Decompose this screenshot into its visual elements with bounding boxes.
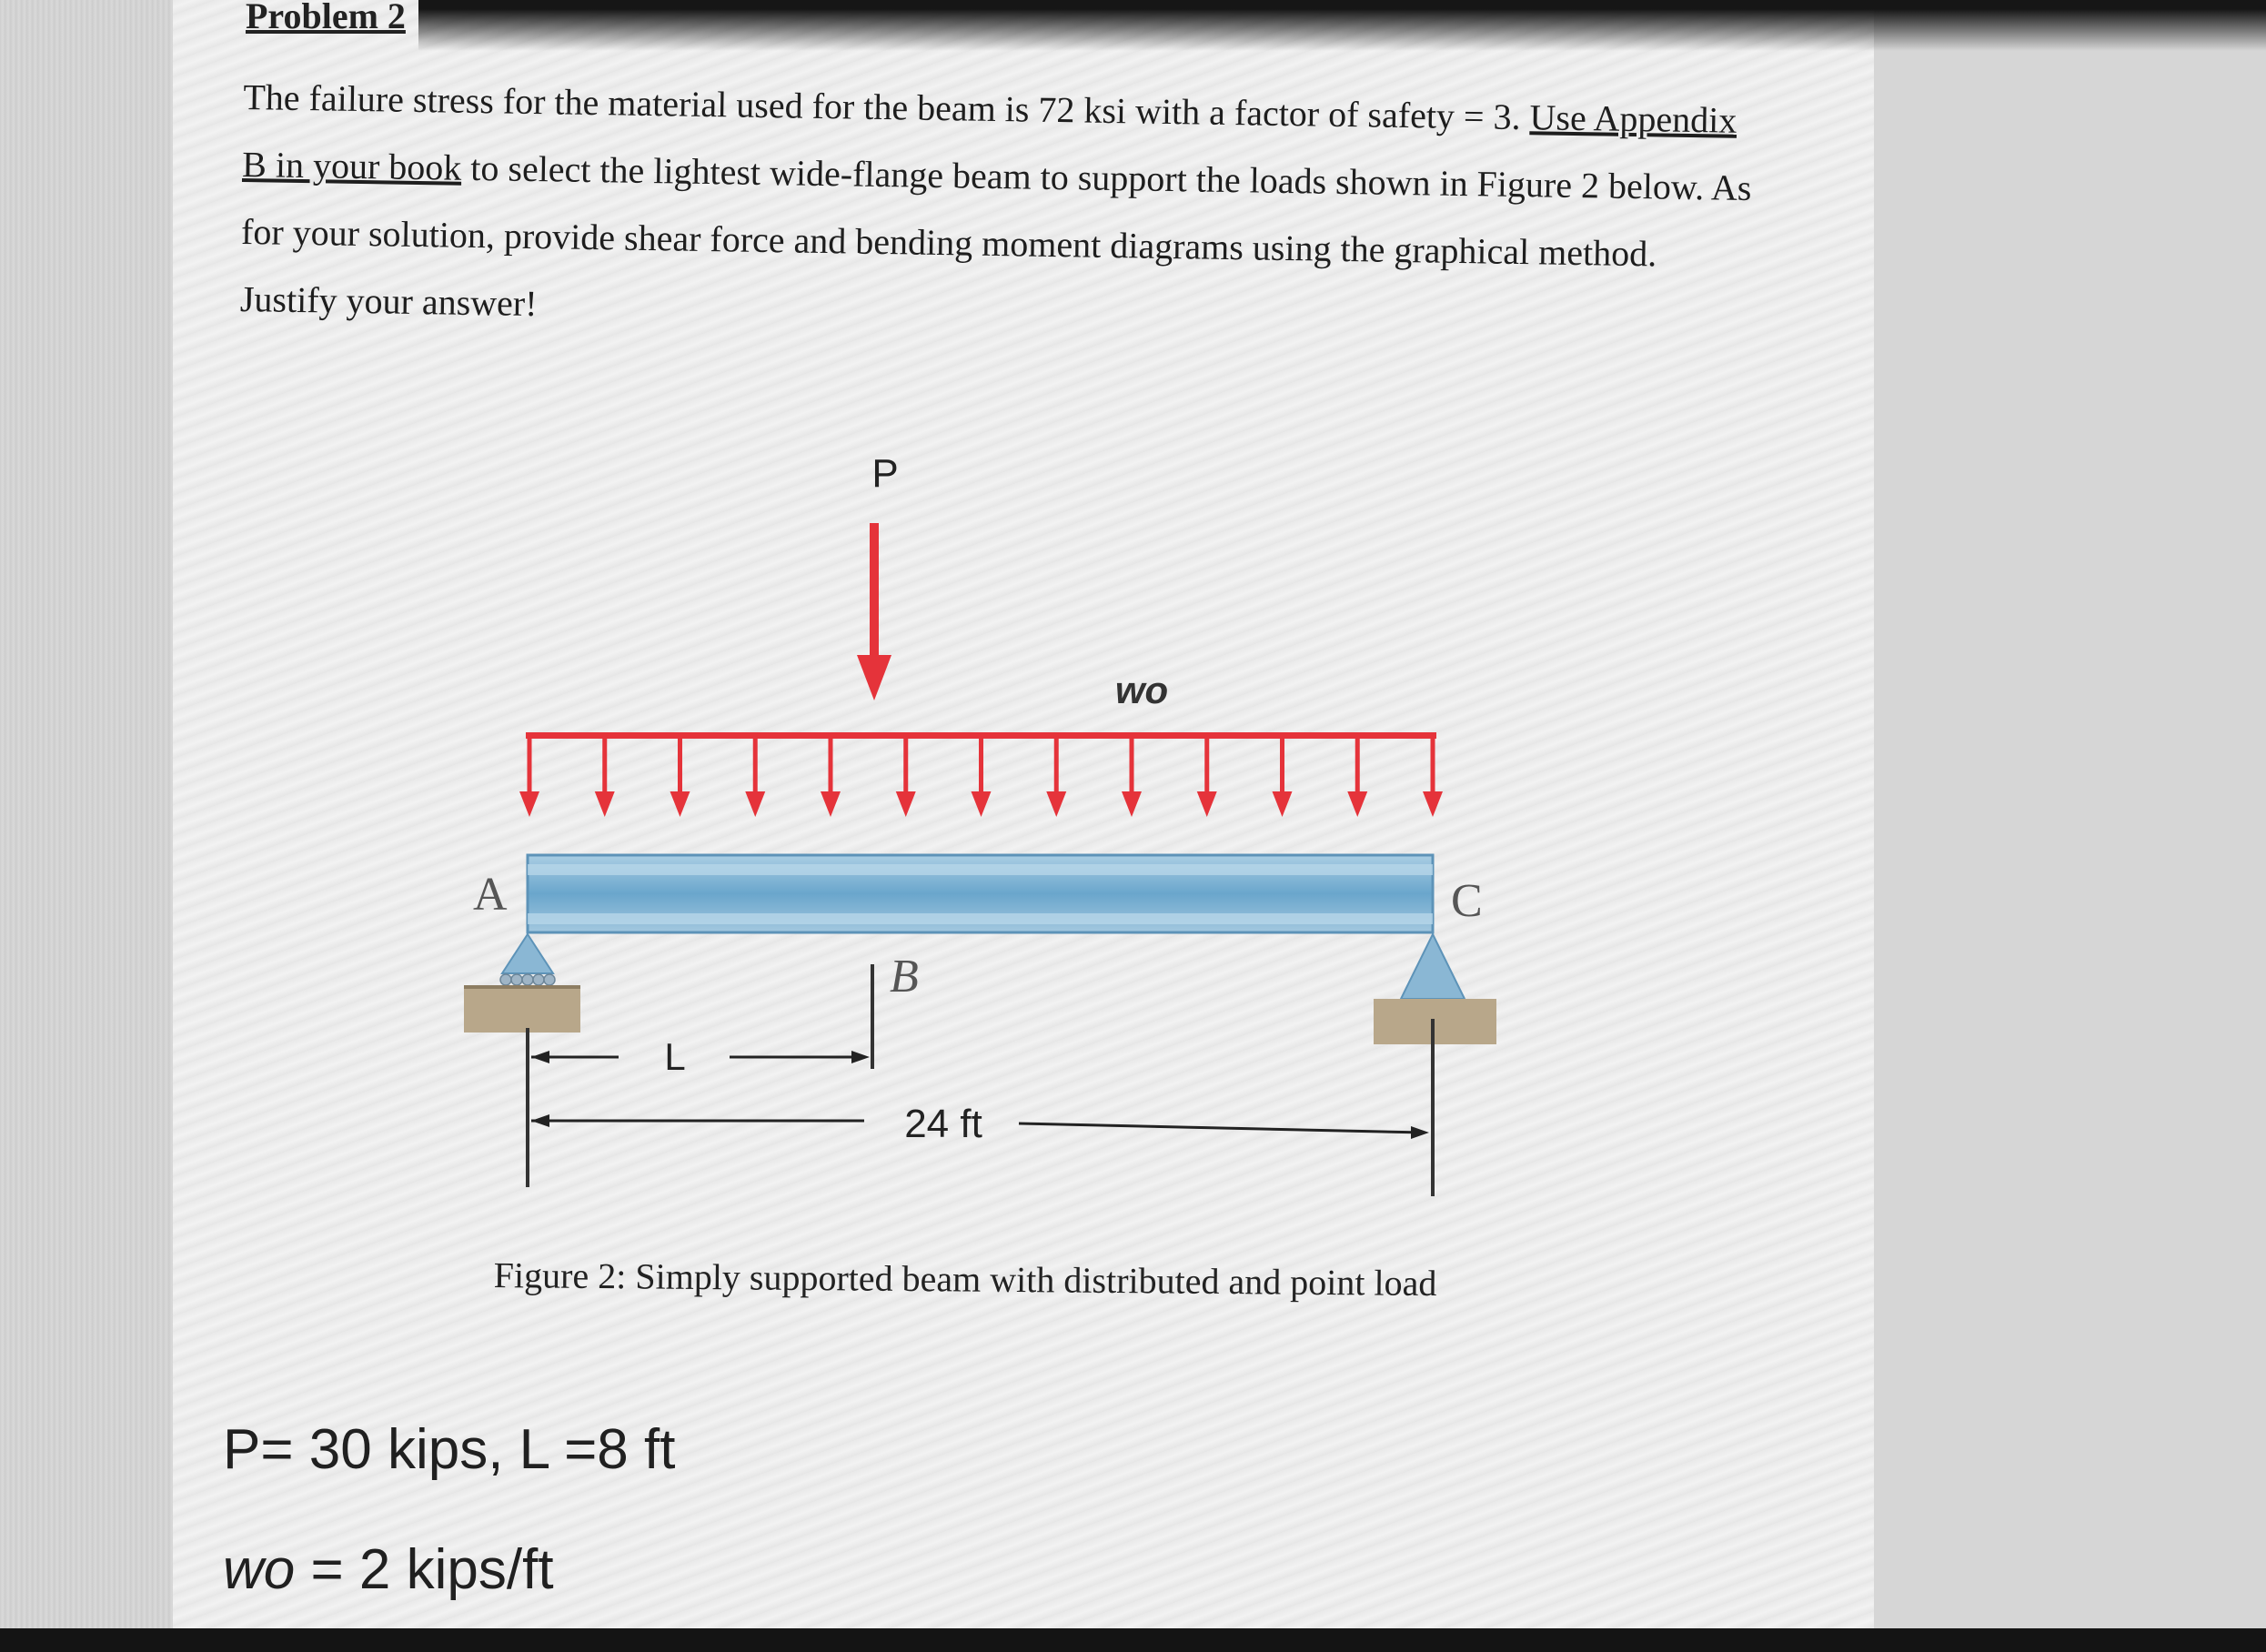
given-wo bbox=[223, 1537, 554, 1602]
problem-statement bbox=[239, 64, 1762, 357]
support-c-pin bbox=[1374, 934, 1496, 1044]
load-p-label: P bbox=[871, 451, 899, 496]
given-p-and-l: P= 30 kips, L =8 ft bbox=[223, 1418, 676, 1481]
distributed-load-arrow bbox=[670, 735, 690, 817]
figure-caption: Figure 2: Simply supported beam with distributed and point load bbox=[493, 1254, 1437, 1304]
point-b-label: B bbox=[890, 951, 919, 1002]
support-a-label: A bbox=[473, 869, 508, 921]
distributed-load-arrow bbox=[1423, 735, 1443, 817]
support-a-roller bbox=[464, 934, 580, 1032]
distributed-load-arrow bbox=[595, 735, 615, 817]
beam-figure bbox=[437, 437, 1546, 1201]
distributed-load-arrow bbox=[1122, 735, 1142, 817]
given-wo-symbol: wo bbox=[223, 1538, 296, 1601]
appendix-reference: Use Appendix B in your book bbox=[241, 96, 1737, 188]
distributed-load-arrow bbox=[821, 735, 841, 817]
right-side-panel bbox=[1874, 0, 2266, 1628]
beam bbox=[528, 855, 1433, 932]
dim-span-label: 24 ft bbox=[904, 1102, 982, 1146]
load-wo-label: wo bbox=[1114, 669, 1169, 711]
distributed-load-arrow bbox=[1347, 735, 1367, 817]
distributed-load-arrow bbox=[1197, 735, 1217, 817]
left-margin bbox=[0, 0, 173, 1628]
distributed-load-arrow bbox=[1046, 735, 1066, 817]
beam-top-flange bbox=[528, 864, 1433, 875]
point-load-arrow bbox=[857, 523, 891, 700]
distributed-load-arrow bbox=[972, 735, 992, 817]
statement-part1: The failure stress for the material used for the beam is 72 ksi with a factor of safety = 3. bbox=[243, 76, 1530, 138]
support-c-label: C bbox=[1451, 875, 1483, 927]
distributed-load-arrow bbox=[1273, 735, 1293, 817]
screen-top-bezel bbox=[418, 0, 2266, 51]
statement-part2: to select the lightest wide-flange beam to support the loads shown in Figure 2 below. As for your solution, provide shear force and bending moment diagrams using the graphical method. Justify your answer! bbox=[239, 146, 1752, 325]
distributed-load-arrow bbox=[745, 735, 765, 817]
dim-l-label: L bbox=[664, 1035, 686, 1078]
distributed-load-arrow bbox=[896, 735, 916, 817]
beam-diagram bbox=[437, 437, 1546, 1201]
point-b-marker bbox=[871, 964, 874, 1069]
distributed-load-arrows bbox=[519, 732, 1443, 817]
screen-bottom-bezel bbox=[0, 1628, 2266, 1652]
problem-title: Problem 2 bbox=[246, 0, 406, 36]
beam-bottom-flange bbox=[528, 913, 1433, 924]
distributed-load-arrow bbox=[519, 735, 539, 817]
given-wo-value: = 2 kips/ft bbox=[295, 1538, 554, 1601]
